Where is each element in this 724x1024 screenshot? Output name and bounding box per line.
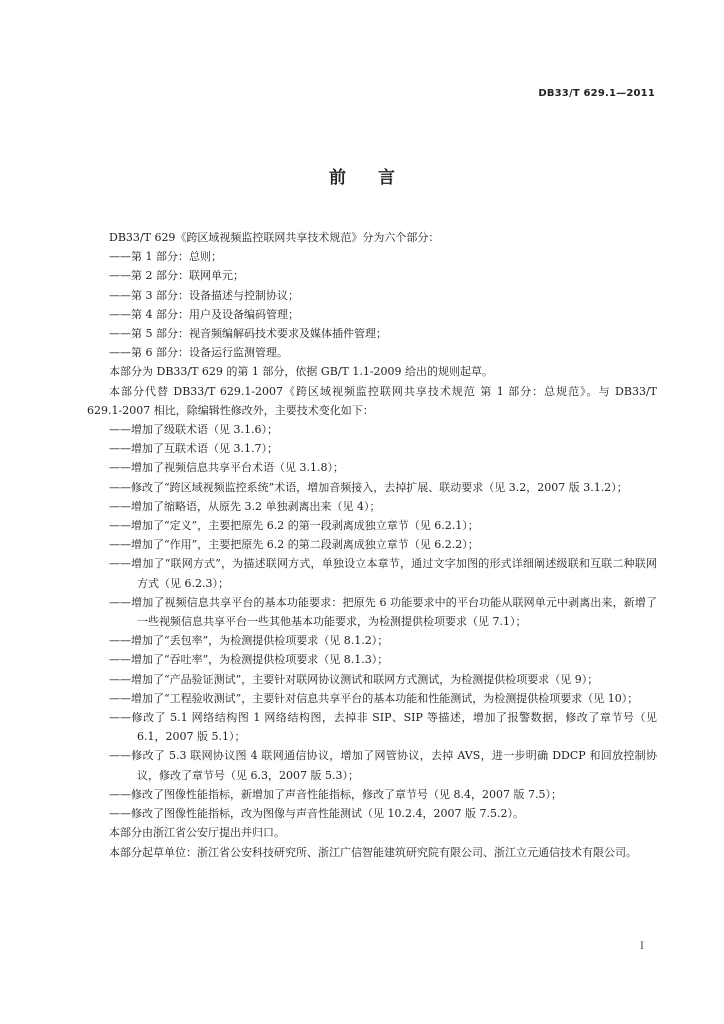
list-item: ——增加了互联术语（见 3.1.7）； bbox=[109, 442, 278, 456]
list-item: ——增加了“工程验收测试”，主要针对信息共享平台的基本功能和性能测试，为检测提供检项要求（见 10）； bbox=[109, 691, 639, 705]
list-item: ——第 1 部分：总则； bbox=[109, 250, 222, 264]
list-item: ——增加了“定义”，主要把原先 6.2 的第一段剥离成独立章节（见 6.2.1）； bbox=[109, 519, 479, 533]
document-code: DB33/T 629.1—2011 bbox=[538, 88, 655, 99]
paragraph: 本部分为 DB33/T 629 的第 1 部分，依据 GB/T 1.1-2009 给出的规则起草。 bbox=[109, 365, 494, 379]
list-item: ——修改了 5.3 联网协议图 4 联网通信协议，增加了网管协议，去掉 AVS，进一步明确 DDCP 和回放控制协议，修改了章节号（见 6.3，2007 版 5.3）； bbox=[109, 749, 657, 782]
list-item: ——修改了图像性能指标，改为图像与声音性能测试（见 10.2.4，2007 版 7.5.2）。 bbox=[109, 807, 524, 821]
list-item: ——修改了“跨区域视频监控系统”术语，增加音频接入，去掉扩展、联动要求（见 3.2，2007 版 3.1.2）； bbox=[109, 480, 628, 494]
foreword-body bbox=[87, 228, 657, 862]
list-item: ——增加了“丢包率”，为检测提供检项要求（见 8.1.2）； bbox=[109, 634, 389, 648]
paragraph: 本部分代替 DB33/T 629.1-2007《跨区域视频监控联网共享技术规范 第 1 部分：总规范》。与 DB33/T 629.1-2007 相比，除编辑性修改外，主要技术变化如下： bbox=[87, 384, 657, 417]
list-item: ——修改了图像性能指标，新增加了声音性能指标，修改了章节号（见 8.4，2007 版 7.5）； bbox=[109, 787, 562, 801]
list-item: ——增加了视频信息共享平台术语（见 3.1.8）； bbox=[109, 461, 344, 475]
list-item: ——第 2 部分：联网单元； bbox=[109, 269, 244, 283]
list-item: ——增加了“作用”，主要把原先 6.2 的第二段剥离成独立章节（见 6.2.2）； bbox=[109, 538, 479, 552]
list-item: ——修改了 5.1 网络结构图 1 网络结构图，去掉非 SIP、SIP 等描述，增加了报警数据，修改了章节号（见 6.1，2007 版 5.1）； bbox=[109, 711, 657, 744]
page-title: 前言 bbox=[329, 168, 427, 188]
list-item: ——增加了缩略语，从原先 3.2 单独剥离出来（见 4）； bbox=[109, 499, 381, 513]
paragraph: DB33/T 629《跨区域视频监控联网共享技术规范》分为六个部分： bbox=[109, 231, 440, 244]
list-item: ——第 5 部分：视音频编解码技术要求及媒体插件管理； bbox=[109, 327, 387, 341]
paragraph: 本部分由浙江省公安厅提出并归口。 bbox=[109, 826, 285, 840]
list-item: ——增加了级联术语（见 3.1.6）； bbox=[109, 423, 278, 437]
paragraph: 本部分起草单位：浙江省公安科技研究所、浙江广信智能建筑研究院有限公司、浙江立元通信技术有限公司。 bbox=[109, 845, 637, 859]
list-item: ——增加了视频信息共享平台的基本功能要求：把原先 6 功能要求中的平台功能从联网单元中剥离出来，新增了一些视频信息共享平台一些其他基本功能要求，为检测提供检项要求（见 7.1）； bbox=[109, 595, 657, 629]
list-item: ——增加了“产品验证测试”，主要针对联网协议测试和联网方式测试，为检测提供检项要求（见 9）； bbox=[109, 672, 599, 686]
page-number: I bbox=[640, 941, 644, 952]
list-item: ——增加了“吞吐率”，为检测提供检项要求（见 8.1.3）； bbox=[109, 653, 389, 667]
list-item: ——第 3 部分：设备描述与控制协议； bbox=[109, 288, 299, 302]
list-item: ——第 6 部分：设备运行监测管理。 bbox=[109, 346, 288, 360]
list-item: ——第 4 部分：用户及设备编码管理； bbox=[109, 307, 299, 321]
list-item: ——增加了“联网方式”，为描述联网方式，单独设立本章节，通过文字加图的形式详细阐述级联和互联二种联网方式（见 6.2.3）； bbox=[109, 557, 657, 590]
